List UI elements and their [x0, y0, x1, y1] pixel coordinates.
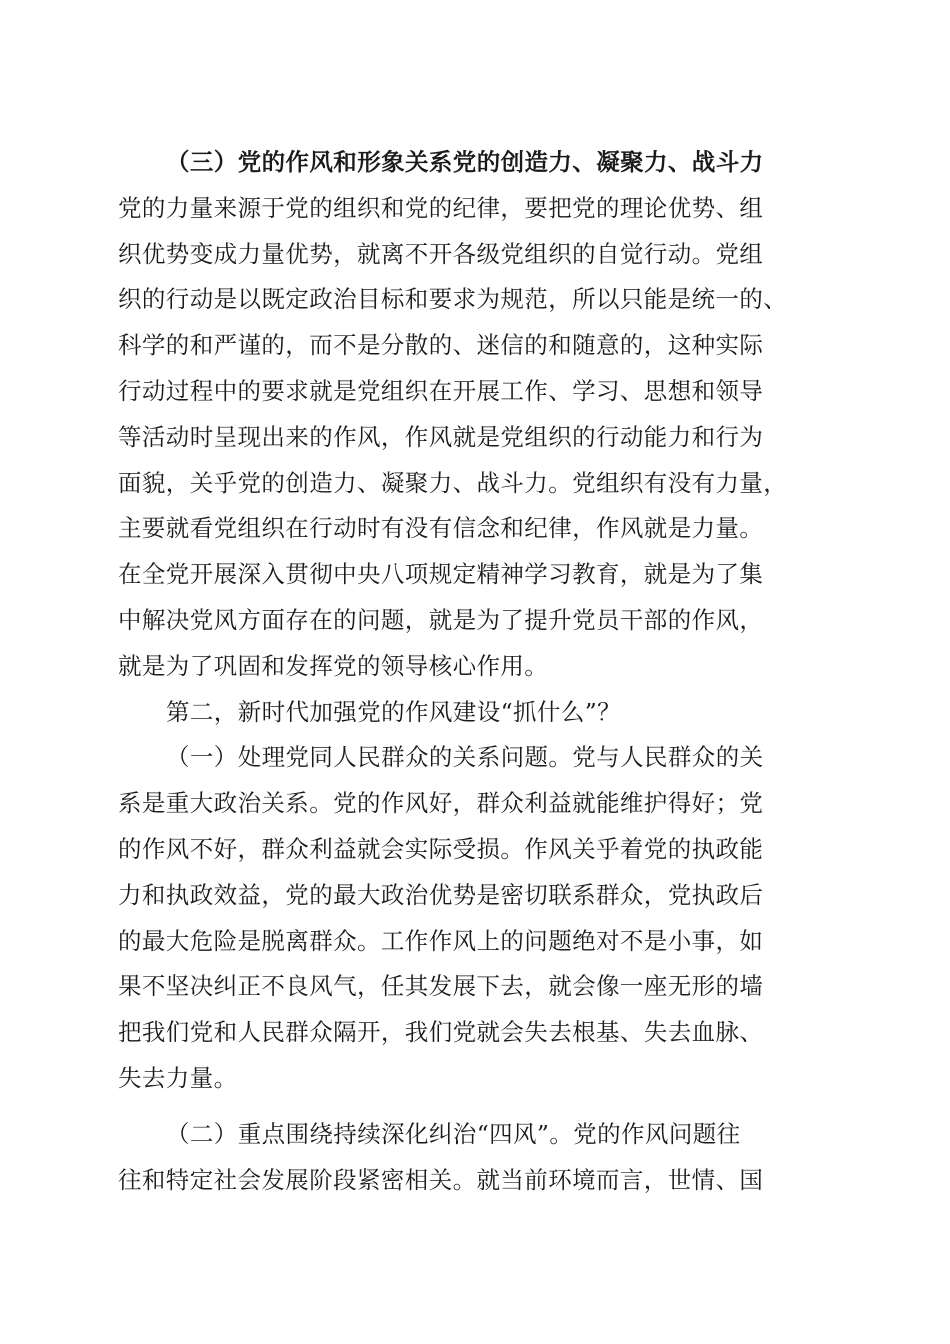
paragraph-line: 行动过程中的要求就是党组织在开展工作、学习、思想和领导 — [118, 376, 764, 405]
paragraph-line: 科学的和严谨的，而不是分散的、迷信的和随意的，这种实际 — [118, 331, 764, 360]
paragraph-line: （一）处理党同人民群众的关系问题。党与人民群众的关 — [166, 743, 764, 772]
paragraph-line: 党的力量来源于党的组织和党的纪律，要把党的理论优势、组 — [118, 193, 764, 222]
paragraph-line: （二）重点围绕持续深化纠治“四风”。党的作风问题往 — [166, 1119, 741, 1148]
paragraph-line: 的最大危险是脱离群众。工作作风上的问题绝对不是小事，如 — [118, 926, 764, 955]
section-heading: （三）党的作风和形象关系党的创造力、凝聚力、战斗力 — [166, 148, 764, 176]
paragraph-line: 中解决党风方面存在的问题，就是为了提升党员干部的作风， — [118, 605, 764, 634]
paragraph-line: 织优势变成力量优势，就离不开各级党组织的自觉行动。党组 — [118, 239, 764, 268]
paragraph-line: 果不坚决纠正不良风气，任其发展下去，就会像一座无形的墙 — [118, 972, 764, 1001]
paragraph-line: 的作风不好，群众利益就会实际受损。作风关乎着党的执政能 — [118, 834, 764, 863]
paragraph-line: 织的行动是以既定政治目标和要求为规范，所以只能是统一的、 — [118, 285, 788, 314]
paragraph-line: 主要就看党组织在行动时有没有信念和纪律，作风就是力量。 — [118, 514, 764, 543]
document-page — [118, 140, 830, 1203]
paragraph-line: 把我们党和人民群众隔开，我们党就会失去根基、失去血脉、 — [118, 1018, 764, 1047]
paragraph-line: 等活动时呈现出来的作风，作风就是党组织的行动能力和行为 — [118, 422, 764, 451]
paragraph-line: 系是重大政治关系。党的作风好，群众利益就能维护得好；党 — [118, 789, 764, 818]
paragraph-line: 面貌，关乎党的创造力、凝聚力、战斗力。党组织有没有力量， — [118, 468, 788, 497]
paragraph-line: 力和执政效益，党的最大政治优势是密切联系群众，党执政后 — [118, 880, 764, 909]
paragraph-line: 往和特定社会发展阶段紧密相关。就当前环境而言，世情、国 — [118, 1165, 764, 1194]
paragraph-line: 在全党开展深入贯彻中央八项规定精神学习教育，就是为了集 — [118, 560, 764, 589]
part-heading: 第二，新时代加强党的作风建设“抓什么”？ — [166, 697, 622, 726]
paragraph-line: 就是为了巩固和发挥党的领导核心作用。 — [118, 651, 549, 680]
paragraph-line: 失去力量。 — [118, 1063, 238, 1092]
